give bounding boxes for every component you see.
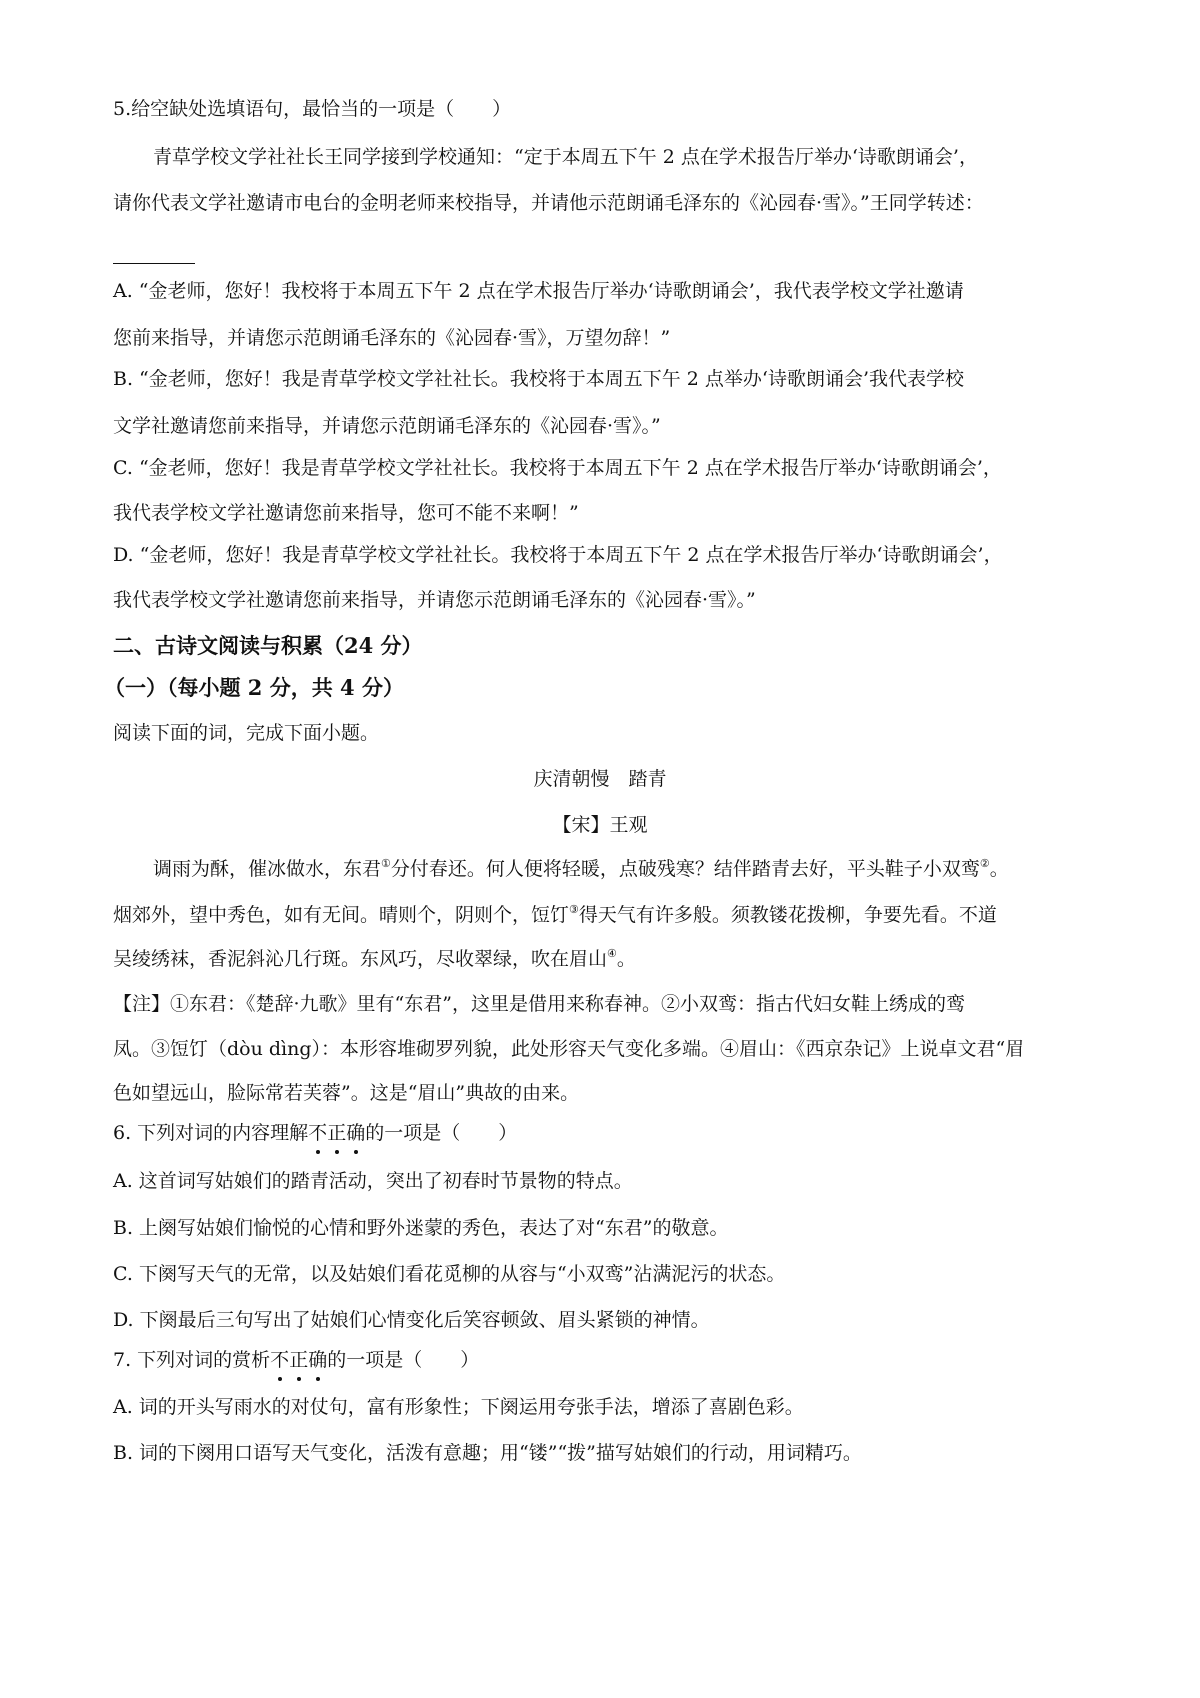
footnote-mark-3: ③ xyxy=(569,903,579,916)
sub-section-heading: （一）（每小题 2 分，共 4 分） xyxy=(104,675,404,700)
q5-option-a-line-1: A. “金老师，您好！我校将于本周五下午 2 点在学术报告厅举办‘诗歌朗诵会’，我代表学校文学社邀请 xyxy=(113,280,964,302)
q5-option-b-line-1: B. “金老师，您好！我是青草学校文学社社长。我校将于本周五下午 2 点举办‘诗歌朗诵会’我代表学校 xyxy=(113,368,965,390)
poem-line-3 xyxy=(113,946,636,972)
poem-line-1-text-b: 分付春还。何人便将轻暖，点破残寒？结伴踏青去好，平头鞋子小双鸾 xyxy=(390,858,980,880)
poem-line-2-text-b: 得天气有许多般。须教镂花拨柳，争要先看。不道 xyxy=(578,904,997,926)
notes-line-1: 【注】①东君：《楚辞·九歌》里有“东君”，这里是借用来称春神。②小双鸾：指古代妇女鞋上绣成的鸾 xyxy=(113,993,965,1015)
poem-line-1-text-c: 。 xyxy=(989,858,1009,880)
emphasis-char: 确 xyxy=(346,1122,366,1144)
reading-instruction: 阅读下面的词，完成下面小题。 xyxy=(113,722,380,744)
q5-option-d-line-1: D. “金老师，您好！我是青草学校文学社社长。我校将于本周五下午 2 点在学术报告厅举办‘诗歌朗诵会’， xyxy=(113,544,1003,566)
q5-option-c-line-2: 我代表学校文学社邀请您前来指导，您可不能不来啊！” xyxy=(113,502,579,524)
footnote-mark-4: ④ xyxy=(607,947,617,960)
answer-blank-line xyxy=(113,263,195,264)
q7-stem-before: 7. 下列对词的赏析 xyxy=(113,1349,271,1371)
q5-option-d-line-2: 我代表学校文学社邀请您前来指导，并请您示范朗诵毛泽东的《沁园春·雪》。” xyxy=(113,589,756,611)
q6-stem-before: 6. 下列对词的内容理解 xyxy=(113,1122,309,1144)
poem-line-2 xyxy=(113,902,997,928)
q6-option-d: D. 下阕最后三句写出了姑娘们心情变化后笑容顿敛、眉头紧锁的神情。 xyxy=(113,1309,710,1331)
poem-title: 庆清朝慢 踏青 xyxy=(533,768,667,790)
footnote-mark-2: ② xyxy=(979,857,990,870)
q7-stem xyxy=(113,1347,479,1373)
poem-line-3-text-a: 吴绫绣袜，香泥斜沁几行斑。东风巧，尽收翠绿，吹在眉山 xyxy=(113,948,608,970)
q6-option-c: C. 下阕写天气的无常，以及姑娘们看花觅柳的从容与“小双鸾”沾满泥污的状态。 xyxy=(113,1263,786,1285)
q6-stem xyxy=(113,1120,517,1146)
q7-option-b: B. 词的下阕用口语写天气变化，活泼有意趣；用“镂”“拨”描写姑娘们的行动，用词精巧。 xyxy=(113,1442,862,1464)
poem-line-2-text-a: 烟郊外，望中秀色，如有无间。晴则个，阴则个，饾饤 xyxy=(113,904,570,926)
q5-passage-line-1: 青草学校文学社社长王同学接到学校通知：“定于本周五下午 2 点在学术报告厅举办‘诗歌朗诵会’， xyxy=(153,146,978,168)
q7-stem-after: 的一项是（ ） xyxy=(327,1349,480,1371)
emphasis-char: 不 xyxy=(308,1122,328,1144)
q5-stem: 5.给空缺处选填语句，最恰当的一项是（ ） xyxy=(113,98,512,120)
footnote-mark-1: ① xyxy=(381,857,391,870)
poem-line-3-text-b: 。 xyxy=(616,948,636,970)
q5-option-a-line-2: 您前来指导，并请您示范朗诵毛泽东的《沁园春·雪》，万望勿辞！” xyxy=(113,327,671,349)
q7-option-a: A. 词的开头写雨水的对仗句，富有形象性；下阕运用夸张手法，增添了喜剧色彩。 xyxy=(113,1396,804,1418)
poem-author: 【宋】王观 xyxy=(552,814,648,836)
q5-option-b-line-2: 文学社邀请您前来指导，并请您示范朗诵毛泽东的《沁园春·雪》。” xyxy=(113,415,661,437)
poem-line-1 xyxy=(153,856,1009,882)
q6-stem-after: 的一项是（ ） xyxy=(365,1122,518,1144)
q6-option-a: A. 这首词写姑娘们的踏青活动，突出了初春时节景物的特点。 xyxy=(113,1170,633,1192)
emphasis-char: 正 xyxy=(327,1122,347,1144)
q5-passage-line-2: 请你代表文学社邀请市电台的金明老师来校指导，并请他示范朗诵毛泽东的《沁园春·雪》。”王同学转述： xyxy=(113,192,984,214)
poem-line-1-text-a: 调雨为酥，催冰做水，东君 xyxy=(153,858,382,880)
q5-option-c-line-1: C. “金老师，您好！我是青草学校文学社社长。我校将于本周五下午 2 点在学术报告厅举办‘诗歌朗诵会’， xyxy=(113,457,1002,479)
notes-line-2: 凤。③饾饤（dòu dìng）：本形容堆砌罗列貌，此处形容天气变化多端。④眉山：《西京杂记》上说卓文君“眉 xyxy=(113,1038,1025,1060)
emphasis-char: 确 xyxy=(308,1349,328,1371)
emphasis-char: 不 xyxy=(270,1349,290,1371)
q6-option-b: B. 上阕写姑娘们愉悦的心情和野外迷蒙的秀色，表达了对“东君”的敬意。 xyxy=(113,1217,729,1239)
notes-line-3: 色如望远山，脸际常若芙蓉”。这是“眉山”典故的由来。 xyxy=(113,1082,580,1104)
section-heading: 二、古诗文阅读与积累（24 分） xyxy=(113,633,423,658)
emphasis-char: 正 xyxy=(289,1349,309,1371)
